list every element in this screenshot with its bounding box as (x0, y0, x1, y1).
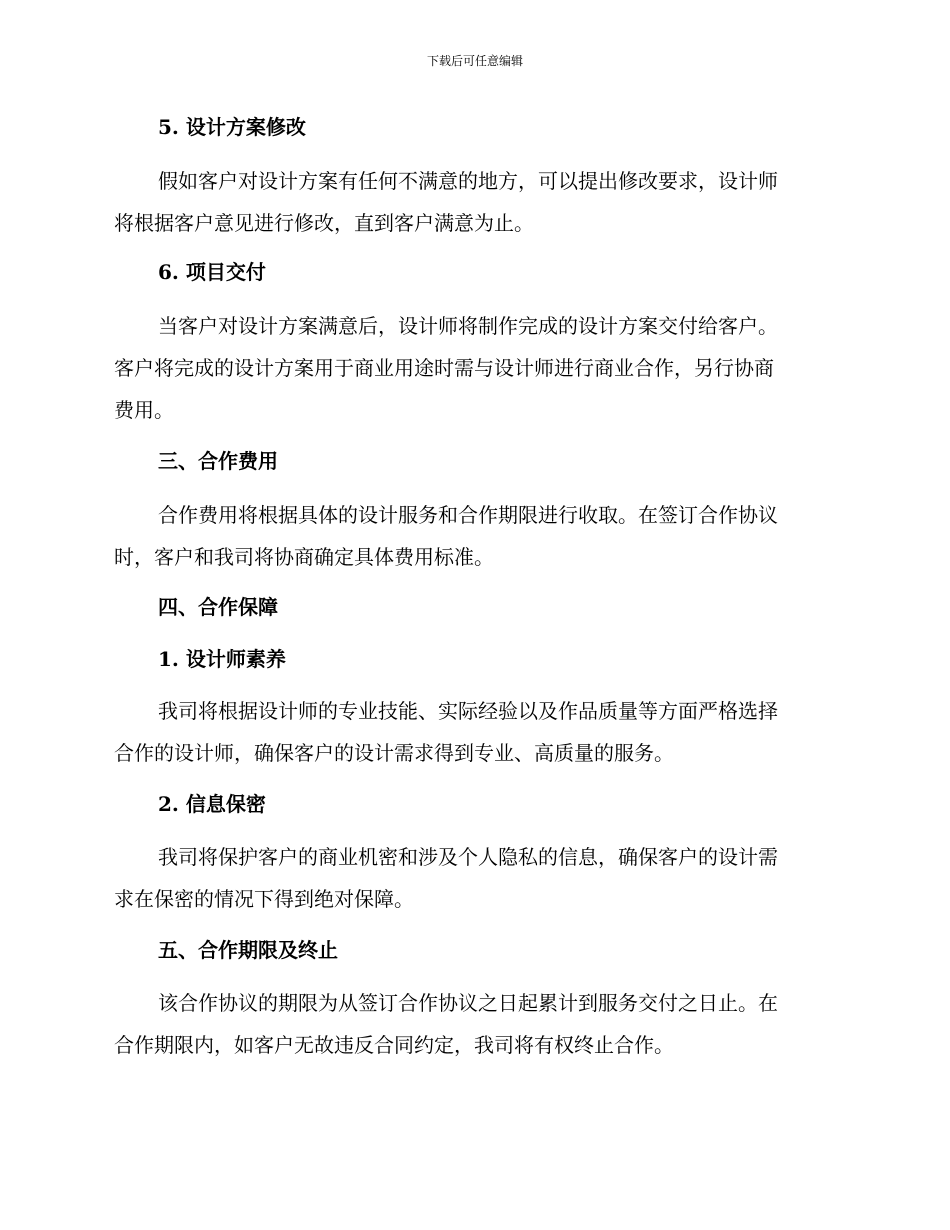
paragraph-line: 合作期限内，如客户无故违反合同约定，我司将有权终止合作。 (114, 1033, 674, 1057)
paragraph-line: 合作的设计师，确保客户的设计需求得到专业、高质量的服务。 (114, 741, 674, 765)
paragraph-line: 我司将保护客户的商业机密和涉及个人隐私的信息，确保客户的设计需 (158, 845, 778, 869)
paragraph-line: 当客户对设计方案满意后，设计师将制作完成的设计方案交付给客户。 (158, 314, 778, 338)
chapter-heading-3-fees: 三、合作费用 (158, 449, 278, 473)
paragraph-line: 时，客户和我司将协商确定具体费用标准。 (114, 545, 494, 569)
section-heading-2-confidentiality: 2. 信息保密 (158, 792, 266, 816)
section-heading-5-design-revision: 5. 设计方案修改 (158, 115, 306, 139)
chapter-heading-4-guarantees: 四、合作保障 (158, 595, 278, 619)
page-header: 下载后可任意编辑 (426, 54, 523, 68)
paragraph-line: 假如客户对设计方案有任何不满意的地方，可以提出修改要求，设计师 (158, 169, 778, 193)
paragraph-line: 我司将根据设计师的专业技能、实际经验以及作品质量等方面严格选择 (158, 699, 778, 723)
paragraph-line: 合作费用将根据具体的设计服务和合作期限进行收取。在签订合作协议 (158, 503, 778, 527)
paragraph-line: 该合作协议的期限为从签订合作协议之日起累计到服务交付之日止。在 (158, 991, 778, 1015)
paragraph-line: 客户将完成的设计方案用于商业用途时需与设计师进行商业合作，另行协商 (114, 356, 774, 380)
section-heading-1-designer-quality: 1. 设计师素养 (158, 647, 286, 671)
paragraph-line: 将根据客户意见进行修改，直到客户满意为止。 (114, 211, 534, 235)
chapter-heading-5-term-termination: 五、合作期限及终止 (158, 938, 338, 962)
paragraph-line: 费用。 (114, 398, 174, 422)
paragraph-line: 求在保密的情况下得到绝对保障。 (114, 887, 414, 911)
section-heading-6-project-delivery: 6. 项目交付 (158, 260, 266, 284)
